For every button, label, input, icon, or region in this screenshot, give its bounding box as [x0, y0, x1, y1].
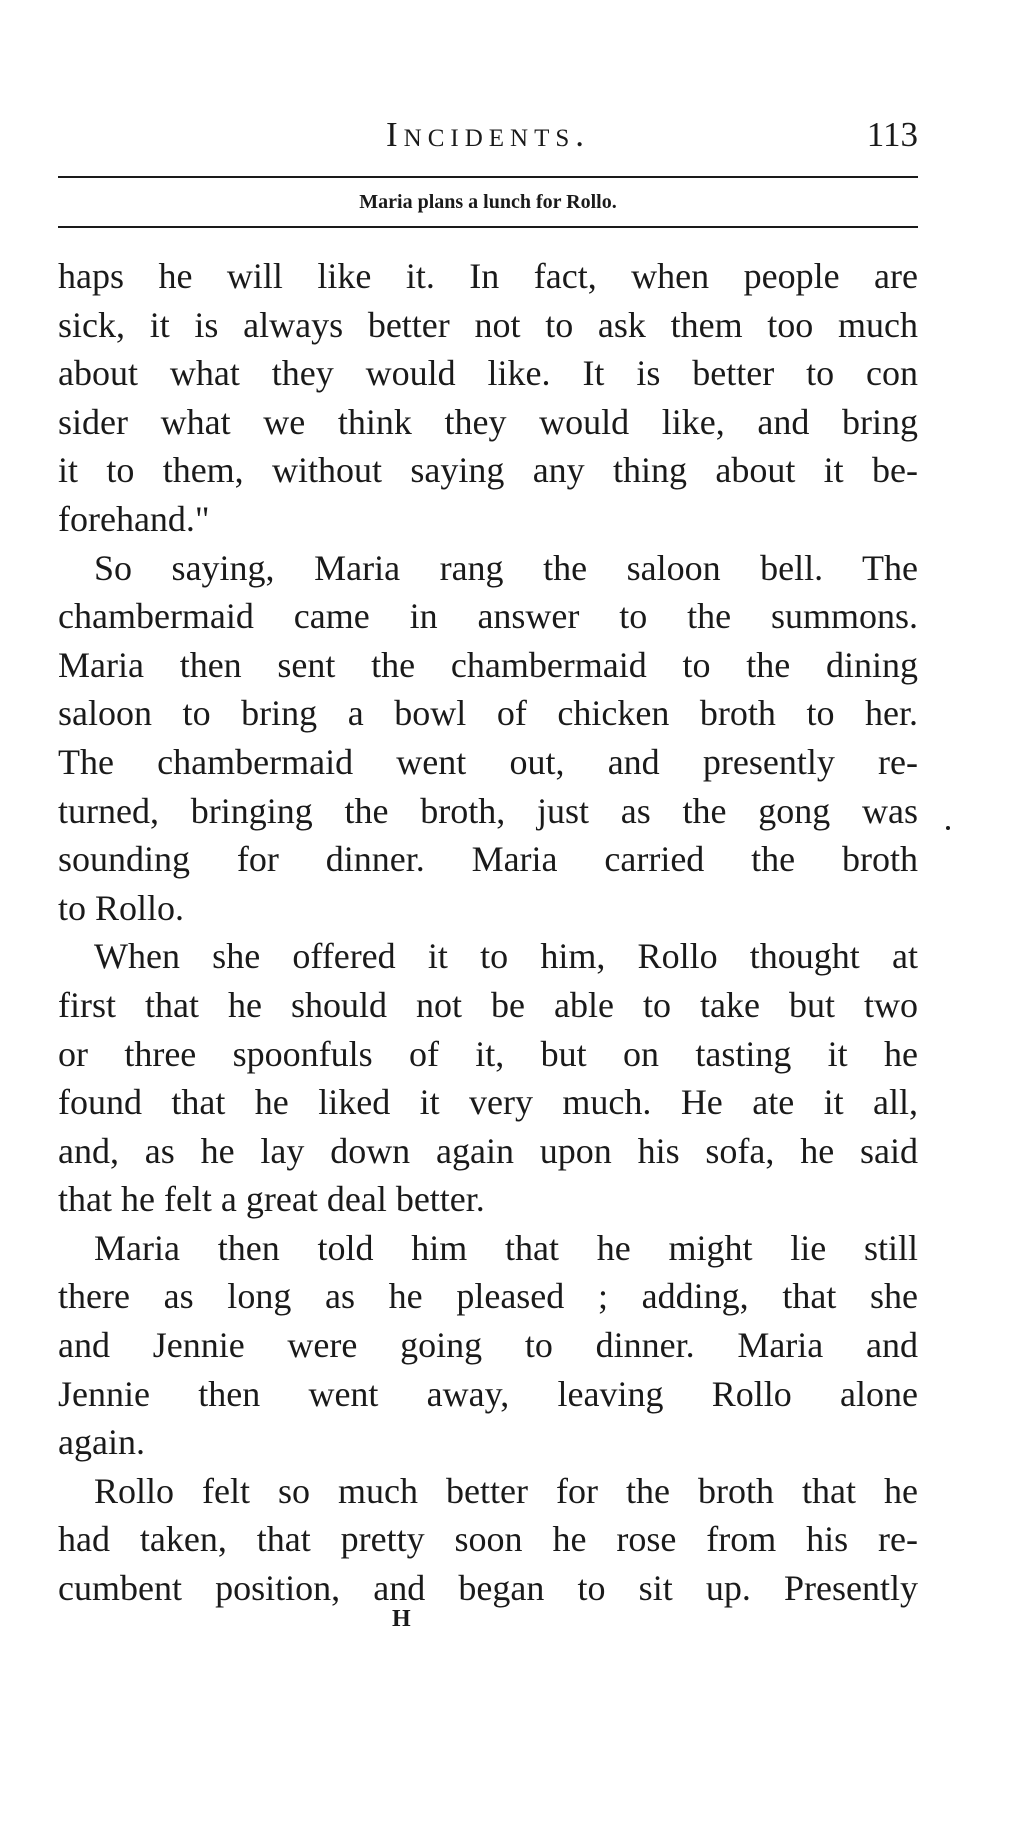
- page-number: 113: [866, 115, 918, 154]
- text-line: Maria then told him that he might lie still: [94, 1227, 918, 1268]
- paragraph-2: [58, 544, 918, 933]
- text-line: turned, bringing the broth, just as the gong was: [58, 790, 918, 831]
- text-line: and Jennie were going to dinner. Maria and: [58, 1325, 918, 1366]
- text-line: it to them, without saying any thing about it be-: [58, 450, 918, 491]
- text-line: or three spoonfuls of it, but on tasting it he: [58, 1033, 918, 1074]
- text-line: that he felt a great deal better.: [58, 1179, 485, 1220]
- text-line: there as long as he pleased ; adding, that she: [58, 1276, 918, 1317]
- paragraph-4: [58, 1224, 918, 1467]
- text-line: first that he should not be able to take but two: [58, 984, 918, 1025]
- text-line: Maria then sent the chambermaid to the dining: [58, 644, 918, 685]
- text-line: Jennie then went away, leaving Rollo alone: [58, 1373, 918, 1414]
- header-rule-bottom: [58, 226, 918, 228]
- paragraph-3: [58, 932, 918, 1224]
- text-line: had taken, that pretty soon he rose from his re-: [58, 1519, 918, 1560]
- text-line: saloon to bring a bowl of chicken broth to her.: [58, 693, 918, 734]
- text-line: So saying, Maria rang the saloon bell. The: [94, 547, 918, 588]
- text-line: again.: [58, 1422, 145, 1463]
- margin-speck: [946, 826, 950, 830]
- text-line: cumbent position, and began to sit up. Presently: [58, 1568, 918, 1609]
- paragraph-1: [58, 252, 918, 544]
- signature-mark: H: [392, 1606, 411, 1632]
- running-head: [58, 108, 918, 162]
- text-line: sick, it is always better not to ask them too much: [58, 304, 918, 345]
- running-head-title: Incidents.: [385, 115, 590, 154]
- text-line: chambermaid came in answer to the summons.: [58, 596, 918, 637]
- header-rule-top: [58, 176, 918, 178]
- text-line: The chambermaid went out, and presently re-: [58, 741, 918, 782]
- chapter-subheading: Maria plans a lunch for Rollo.: [359, 191, 617, 213]
- paragraph-5: [58, 1467, 918, 1613]
- text-line: about what they would like. It is better to con: [58, 353, 918, 394]
- text-line: haps he will like it. In fact, when people are: [58, 256, 918, 296]
- text-line: found that he liked it very much. He ate it all,: [58, 1082, 918, 1123]
- text-line: sounding for dinner. Maria carried the broth: [58, 839, 918, 880]
- text-line: forehand.": [58, 498, 210, 539]
- text-line: When she offered it to him, Rollo thought at: [94, 936, 918, 977]
- text-line: Rollo felt so much better for the broth that he: [94, 1470, 918, 1511]
- text-line: to Rollo.: [58, 887, 185, 928]
- body-text: [58, 252, 918, 1613]
- text-line: sider what we think they would like, and bring: [58, 401, 918, 442]
- text-line: and, as he lay down again upon his sofa, he said: [58, 1130, 918, 1171]
